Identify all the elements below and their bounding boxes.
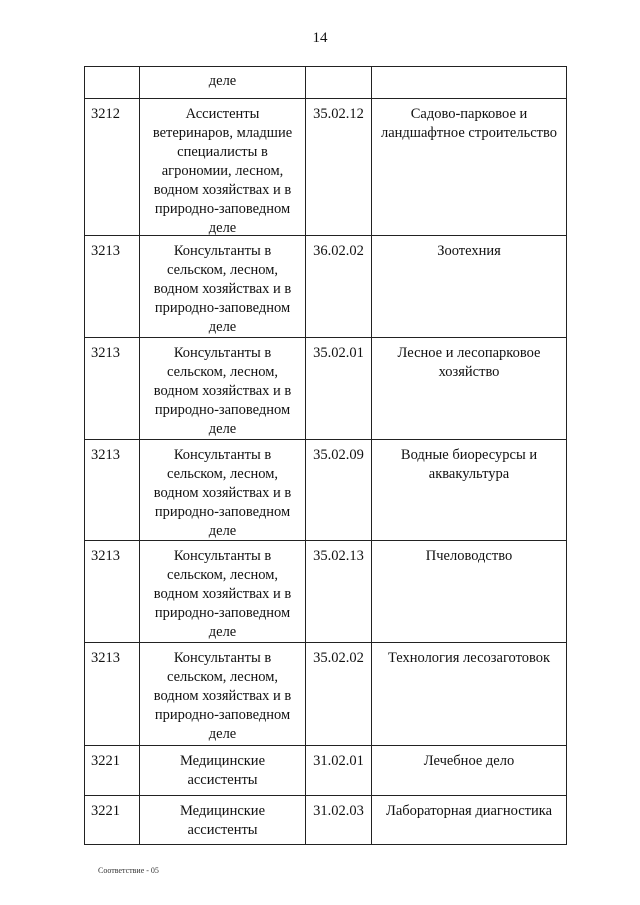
occupation-line: деле (208, 73, 237, 89)
code-cell: 3213 (91, 650, 120, 666)
code-cell: 3213 (91, 345, 120, 361)
occupation-line: водном хозяйствах и в (153, 383, 292, 399)
occupation-line: водном хозяйствах и в (153, 485, 292, 501)
occupation-cell (139, 541, 305, 642)
specialty-line: Лесное и лесопарковое (397, 345, 541, 361)
specialty-line: Пчеловодство (425, 548, 513, 564)
occupation-line: природно-заповедном (154, 300, 291, 316)
occupation-cell (139, 338, 305, 439)
specialty-code-cell: 35.02.02 (305, 643, 371, 745)
table-row (84, 746, 567, 796)
occupation-line: ассистенты (187, 772, 258, 788)
occupation-line: водном хозяйствах и в (153, 182, 292, 198)
specialty-line: Водные биоресурсы и (400, 447, 538, 463)
specialty-line: ландшафтное строительство (381, 125, 557, 141)
occupation-cell (139, 236, 305, 337)
table-row (84, 236, 567, 338)
code-cell: 3221 (91, 753, 120, 769)
occupation-line: сельском, лесном, (166, 466, 279, 482)
code-cell: 3221 (91, 803, 120, 819)
specialty-code-cell: 36.02.02 (305, 236, 371, 337)
occupation-line: Медицинские (179, 753, 266, 769)
occupation-line: сельском, лесном, (166, 567, 279, 583)
occupation-line: природно-заповедном (154, 201, 291, 217)
occupation-line: ассистенты (187, 822, 258, 838)
specialty-line: Лечебное дело (423, 753, 515, 769)
occupation-line: деле (208, 726, 237, 742)
occupation-line: деле (208, 624, 237, 640)
table-row (84, 541, 567, 643)
specialty-name-cell (371, 99, 566, 235)
specialty-name-cell (371, 796, 566, 844)
specialty-name-cell (371, 746, 566, 795)
occupation-cell (139, 746, 305, 795)
specialty-code-cell: 35.02.01 (305, 338, 371, 439)
footer-note: Соответствие - 05 (98, 866, 159, 875)
occupation-line: водном хозяйствах и в (153, 281, 292, 297)
specialty-name-cell (371, 440, 566, 540)
specialty-code-cell (305, 67, 371, 98)
table-row (84, 66, 567, 99)
specialty-code-cell: 35.02.09 (305, 440, 371, 540)
occupation-line: природно-заповедном (154, 605, 291, 621)
specialty-name-cell (371, 643, 566, 745)
occupation-line: ветеринаров, младшие (152, 125, 293, 141)
qualification-table (84, 66, 567, 845)
occupation-line: Консультанты в (173, 345, 272, 361)
table-row (84, 440, 567, 541)
page-number: 14 (312, 30, 328, 46)
occupation-line: деле (208, 319, 237, 335)
table-row (84, 338, 567, 440)
occupation-line: водном хозяйствах и в (153, 688, 292, 704)
specialty-code-cell: 31.02.03 (305, 796, 371, 844)
occupation-line: Консультанты в (173, 447, 272, 463)
occupation-line: агрономии, лесном, (161, 163, 284, 179)
occupation-line: природно-заповедном (154, 402, 291, 418)
occupation-line: Медицинские (179, 803, 266, 819)
specialty-line: Технология лесозаготовок (387, 650, 551, 666)
occupation-cell (139, 99, 305, 235)
specialty-line: хозяйство (438, 364, 500, 380)
occupation-cell (139, 67, 305, 98)
occupation-line: природно-заповедном (154, 504, 291, 520)
specialty-code-cell: 35.02.12 (305, 99, 371, 235)
occupation-line: Консультанты в (173, 650, 272, 666)
code-cell: 3213 (91, 447, 120, 463)
specialty-line: Лабораторная диагностика (385, 803, 553, 819)
occupation-line: Консультанты в (173, 548, 272, 564)
specialty-line: Садово-парковое и (410, 106, 528, 122)
specialty-code-cell: 31.02.01 (305, 746, 371, 795)
table-row (84, 796, 567, 845)
specialty-name-cell (371, 67, 566, 98)
code-cell: 3213 (91, 243, 120, 259)
specialty-code-cell: 35.02.13 (305, 541, 371, 642)
occupation-line: природно-заповедном (154, 707, 291, 723)
occupation-line: сельском, лесном, (166, 364, 279, 380)
occupation-line: деле (208, 421, 237, 437)
table-row (84, 643, 567, 746)
occupation-line: Консультанты в (173, 243, 272, 259)
occupation-line: деле (208, 523, 237, 539)
table-row (84, 99, 567, 236)
specialty-line: Зоотехния (437, 243, 501, 259)
specialty-name-cell (371, 541, 566, 642)
code-cell: 3213 (91, 548, 120, 564)
occupation-line: деле (208, 220, 237, 236)
occupation-line: водном хозяйствах и в (153, 586, 292, 602)
specialty-name-cell (371, 236, 566, 337)
occupation-cell (139, 643, 305, 745)
occupation-line: сельском, лесном, (166, 669, 279, 685)
occupation-line: специалисты в (177, 144, 268, 160)
occupation-line: Ассистенты (185, 106, 260, 122)
occupation-line: сельском, лесном, (166, 262, 279, 278)
code-cell: 3212 (91, 106, 120, 122)
occupation-cell (139, 440, 305, 540)
occupation-cell (139, 796, 305, 844)
specialty-name-cell (371, 338, 566, 439)
specialty-line: аквакультура (428, 466, 510, 482)
code-cell (85, 67, 139, 98)
